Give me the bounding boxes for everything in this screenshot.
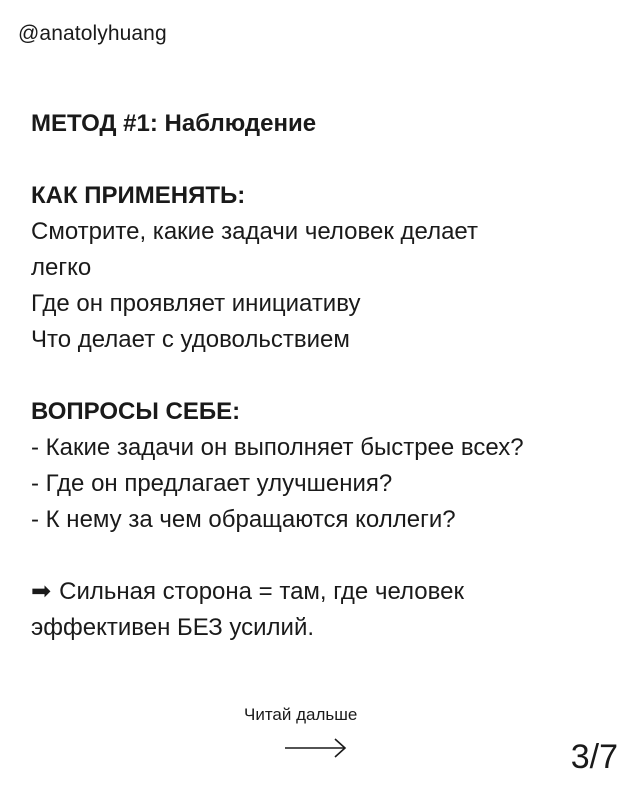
- question-item: - К нему за чем обращаются коллеги?: [31, 506, 456, 533]
- spacer: [31, 142, 621, 178]
- question-item: - Где он предлагает улучшения?: [31, 470, 393, 497]
- spacer: [31, 358, 621, 394]
- how-to-apply-line: Где он проявляет инициативу: [31, 290, 361, 317]
- right-arrow-icon: ➡: [31, 578, 52, 605]
- main-content: [31, 106, 621, 646]
- page-counter: 3/7: [570, 738, 618, 776]
- questions-heading: ВОПРОСЫ СЕБЕ:: [31, 398, 241, 425]
- read-more-label: Читай дальше: [244, 705, 358, 724]
- method-title: МЕТОД #1: Наблюдение: [31, 110, 317, 137]
- how-to-apply-line: легко: [31, 254, 92, 281]
- spacer: [31, 538, 621, 574]
- question-item: - Какие задачи он выполняет быстрее всех?: [31, 434, 524, 461]
- conclusion-text: Сильная сторона = там, где человек: [59, 578, 464, 605]
- conclusion-line: эффективен БЕЗ усилий.: [31, 614, 315, 641]
- author-handle: @anatolyhuang: [18, 22, 167, 45]
- conclusion-line: [31, 574, 621, 610]
- how-to-apply-line: Смотрите, какие задачи человек делает: [31, 218, 478, 245]
- how-to-apply-line: Что делает с удовольствием: [31, 326, 350, 353]
- how-to-apply-heading: КАК ПРИМЕНЯТЬ:: [31, 182, 246, 209]
- long-right-arrow-icon: [284, 736, 348, 760]
